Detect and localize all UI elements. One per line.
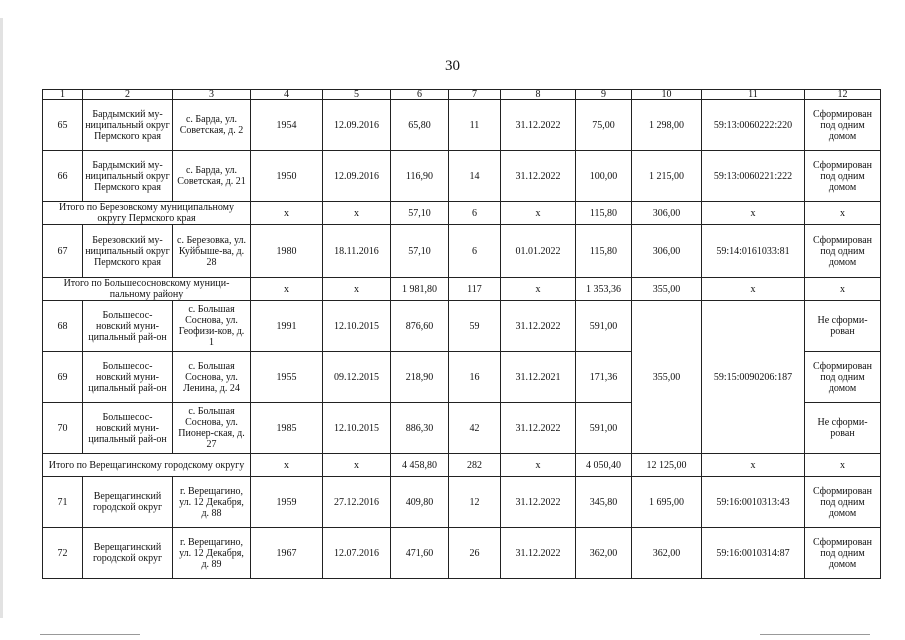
year: 1967	[251, 528, 323, 579]
row-number: 71	[43, 477, 83, 528]
area-resettled: 362,00	[576, 528, 632, 579]
date: 27.12.2016	[323, 477, 391, 528]
municipality: Большесос-новский муни-ципальный рай-он	[83, 352, 173, 403]
total-area: 57,10	[391, 202, 449, 225]
residents: 42	[449, 403, 501, 454]
deadline: 31.12.2022	[501, 301, 576, 352]
total-cell: x	[805, 454, 881, 477]
year: 1980	[251, 225, 323, 278]
table-row	[43, 225, 881, 278]
residents: 14	[449, 151, 501, 202]
col-header: 4	[251, 90, 323, 100]
status: Не сформи-рован	[805, 301, 881, 352]
address: г. Верещагино, ул. 12 Декабря, д. 89	[173, 528, 251, 579]
table-row	[43, 151, 881, 202]
col-header: 10	[632, 90, 702, 100]
residents: 11	[449, 100, 501, 151]
deadline: 31.12.2021	[501, 352, 576, 403]
total-residents: 6	[449, 202, 501, 225]
total-row	[43, 202, 881, 225]
year: 1959	[251, 477, 323, 528]
total-land-area: 355,00	[632, 278, 702, 301]
table-row	[43, 477, 881, 528]
land-area: 362,00	[632, 528, 702, 579]
status: Сформирован под одним домом	[805, 100, 881, 151]
area: 886,30	[391, 403, 449, 454]
date: 09.12.2015	[323, 352, 391, 403]
header-row	[43, 90, 881, 100]
deadline: 31.12.2022	[501, 151, 576, 202]
status: Сформирован под одним домом	[805, 225, 881, 278]
scan-bottom-line	[760, 634, 870, 635]
table-row	[43, 528, 881, 579]
total-land-area: 306,00	[632, 202, 702, 225]
total-label: Итого по Большесосновскому муници-пальному району	[43, 278, 251, 301]
area-resettled: 171,36	[576, 352, 632, 403]
area-resettled: 345,80	[576, 477, 632, 528]
total-area: 1 981,80	[391, 278, 449, 301]
row-number: 70	[43, 403, 83, 454]
year: 1950	[251, 151, 323, 202]
municipality: Бардымский му-ниципальный округ Пермского края	[83, 151, 173, 202]
col-header: 12	[805, 90, 881, 100]
area: 65,80	[391, 100, 449, 151]
deadline: 01.01.2022	[501, 225, 576, 278]
status: Не сформи-рован	[805, 403, 881, 454]
col-header: 11	[702, 90, 805, 100]
address: с. Барда, ул. Советская, д. 21	[173, 151, 251, 202]
year: 1954	[251, 100, 323, 151]
total-residents: 117	[449, 278, 501, 301]
total-label: Итого по Верещагинскому городскому округу	[43, 454, 251, 477]
total-area-resettled: 115,80	[576, 202, 632, 225]
total-cell: x	[702, 202, 805, 225]
address: с. Большая Соснова, ул. Геофизи-ков, д. 1	[173, 301, 251, 352]
date: 12.09.2016	[323, 100, 391, 151]
municipality: Верещагинский городской округ	[83, 528, 173, 579]
date: 12.09.2016	[323, 151, 391, 202]
col-header: 8	[501, 90, 576, 100]
col-header: 9	[576, 90, 632, 100]
status: Сформирован под одним домом	[805, 528, 881, 579]
date: 12.10.2015	[323, 301, 391, 352]
row-number: 68	[43, 301, 83, 352]
date: 12.10.2015	[323, 403, 391, 454]
status: Сформирован под одним домом	[805, 477, 881, 528]
scan-bottom-line	[40, 634, 140, 635]
row-number: 66	[43, 151, 83, 202]
land-area: 1 695,00	[632, 477, 702, 528]
total-cell: x	[501, 202, 576, 225]
total-cell: x	[251, 202, 323, 225]
total-label: Итого по Березовскому муниципальному округу Пермского края	[43, 202, 251, 225]
land-area: 1 298,00	[632, 100, 702, 151]
cadastral-number: 59:13:0060222:220	[702, 100, 805, 151]
area-resettled: 75,00	[576, 100, 632, 151]
year: 1985	[251, 403, 323, 454]
total-cell: x	[251, 454, 323, 477]
total-cell: x	[501, 454, 576, 477]
address: с. Барда, ул. Советская, д. 2	[173, 100, 251, 151]
address: г. Верещагино, ул. 12 Декабря, д. 88	[173, 477, 251, 528]
total-area: 4 458,80	[391, 454, 449, 477]
area: 409,80	[391, 477, 449, 528]
address: с. Большая Соснова, ул. Пионер-ская, д. 27	[173, 403, 251, 454]
municipality: Большесос-новский муни-ципальный рай-он	[83, 403, 173, 454]
area: 471,60	[391, 528, 449, 579]
area: 218,90	[391, 352, 449, 403]
cadastral-number: 59:14:0161033:81	[702, 225, 805, 278]
scan-edge	[0, 18, 3, 618]
land-area: 306,00	[632, 225, 702, 278]
deadline: 31.12.2022	[501, 477, 576, 528]
municipality: Верещагинский городской округ	[83, 477, 173, 528]
address: с. Большая Соснова, ул. Ленина, д. 24	[173, 352, 251, 403]
residents: 12	[449, 477, 501, 528]
row-number: 67	[43, 225, 83, 278]
area: 57,10	[391, 225, 449, 278]
total-cell: x	[323, 202, 391, 225]
year: 1955	[251, 352, 323, 403]
residents: 26	[449, 528, 501, 579]
address: с. Березовка, ул. Куйбыше-ва, д. 28	[173, 225, 251, 278]
total-residents: 282	[449, 454, 501, 477]
cadastral-number: 59:15:0090206:187	[702, 301, 805, 454]
municipality: Березовский му-ниципальный округ Пермского края	[83, 225, 173, 278]
total-row	[43, 278, 881, 301]
year: 1991	[251, 301, 323, 352]
cadastral-number: 59:16:0010314:87	[702, 528, 805, 579]
area-resettled: 591,00	[576, 301, 632, 352]
area-resettled: 591,00	[576, 403, 632, 454]
municipality: Бардымский му-ниципальный округ Пермского края	[83, 100, 173, 151]
deadline: 31.12.2022	[501, 100, 576, 151]
total-area-resettled: 1 353,36	[576, 278, 632, 301]
total-cell: x	[805, 278, 881, 301]
col-header: 7	[449, 90, 501, 100]
residents: 6	[449, 225, 501, 278]
housing-table	[42, 89, 881, 579]
municipality: Большесос-новский муни-ципальный рай-он	[83, 301, 173, 352]
deadline: 31.12.2022	[501, 403, 576, 454]
col-header: 6	[391, 90, 449, 100]
total-cell: x	[251, 278, 323, 301]
date: 12.07.2016	[323, 528, 391, 579]
total-area-resettled: 4 050,40	[576, 454, 632, 477]
table-row	[43, 301, 881, 352]
page-number: 30	[445, 58, 460, 74]
deadline: 31.12.2022	[501, 528, 576, 579]
area-resettled: 100,00	[576, 151, 632, 202]
date: 18.11.2016	[323, 225, 391, 278]
total-cell: x	[323, 278, 391, 301]
status: Сформирован под одним домом	[805, 151, 881, 202]
total-cell: x	[501, 278, 576, 301]
residents: 59	[449, 301, 501, 352]
total-cell: x	[702, 278, 805, 301]
col-header: 3	[173, 90, 251, 100]
area-resettled: 115,80	[576, 225, 632, 278]
col-header: 5	[323, 90, 391, 100]
cadastral-number: 59:16:0010313:43	[702, 477, 805, 528]
row-number: 72	[43, 528, 83, 579]
area: 876,60	[391, 301, 449, 352]
land-area: 1 215,00	[632, 151, 702, 202]
row-number: 65	[43, 100, 83, 151]
land-area: 355,00	[632, 301, 702, 454]
row-number: 69	[43, 352, 83, 403]
col-header: 2	[83, 90, 173, 100]
status: Сформирован под одним домом	[805, 352, 881, 403]
total-row	[43, 454, 881, 477]
total-cell: x	[702, 454, 805, 477]
table-row	[43, 100, 881, 151]
total-cell: x	[805, 202, 881, 225]
total-land-area: 12 125,00	[632, 454, 702, 477]
residents: 16	[449, 352, 501, 403]
area: 116,90	[391, 151, 449, 202]
col-header: 1	[43, 90, 83, 100]
total-cell: x	[323, 454, 391, 477]
cadastral-number: 59:13:0060221:222	[702, 151, 805, 202]
